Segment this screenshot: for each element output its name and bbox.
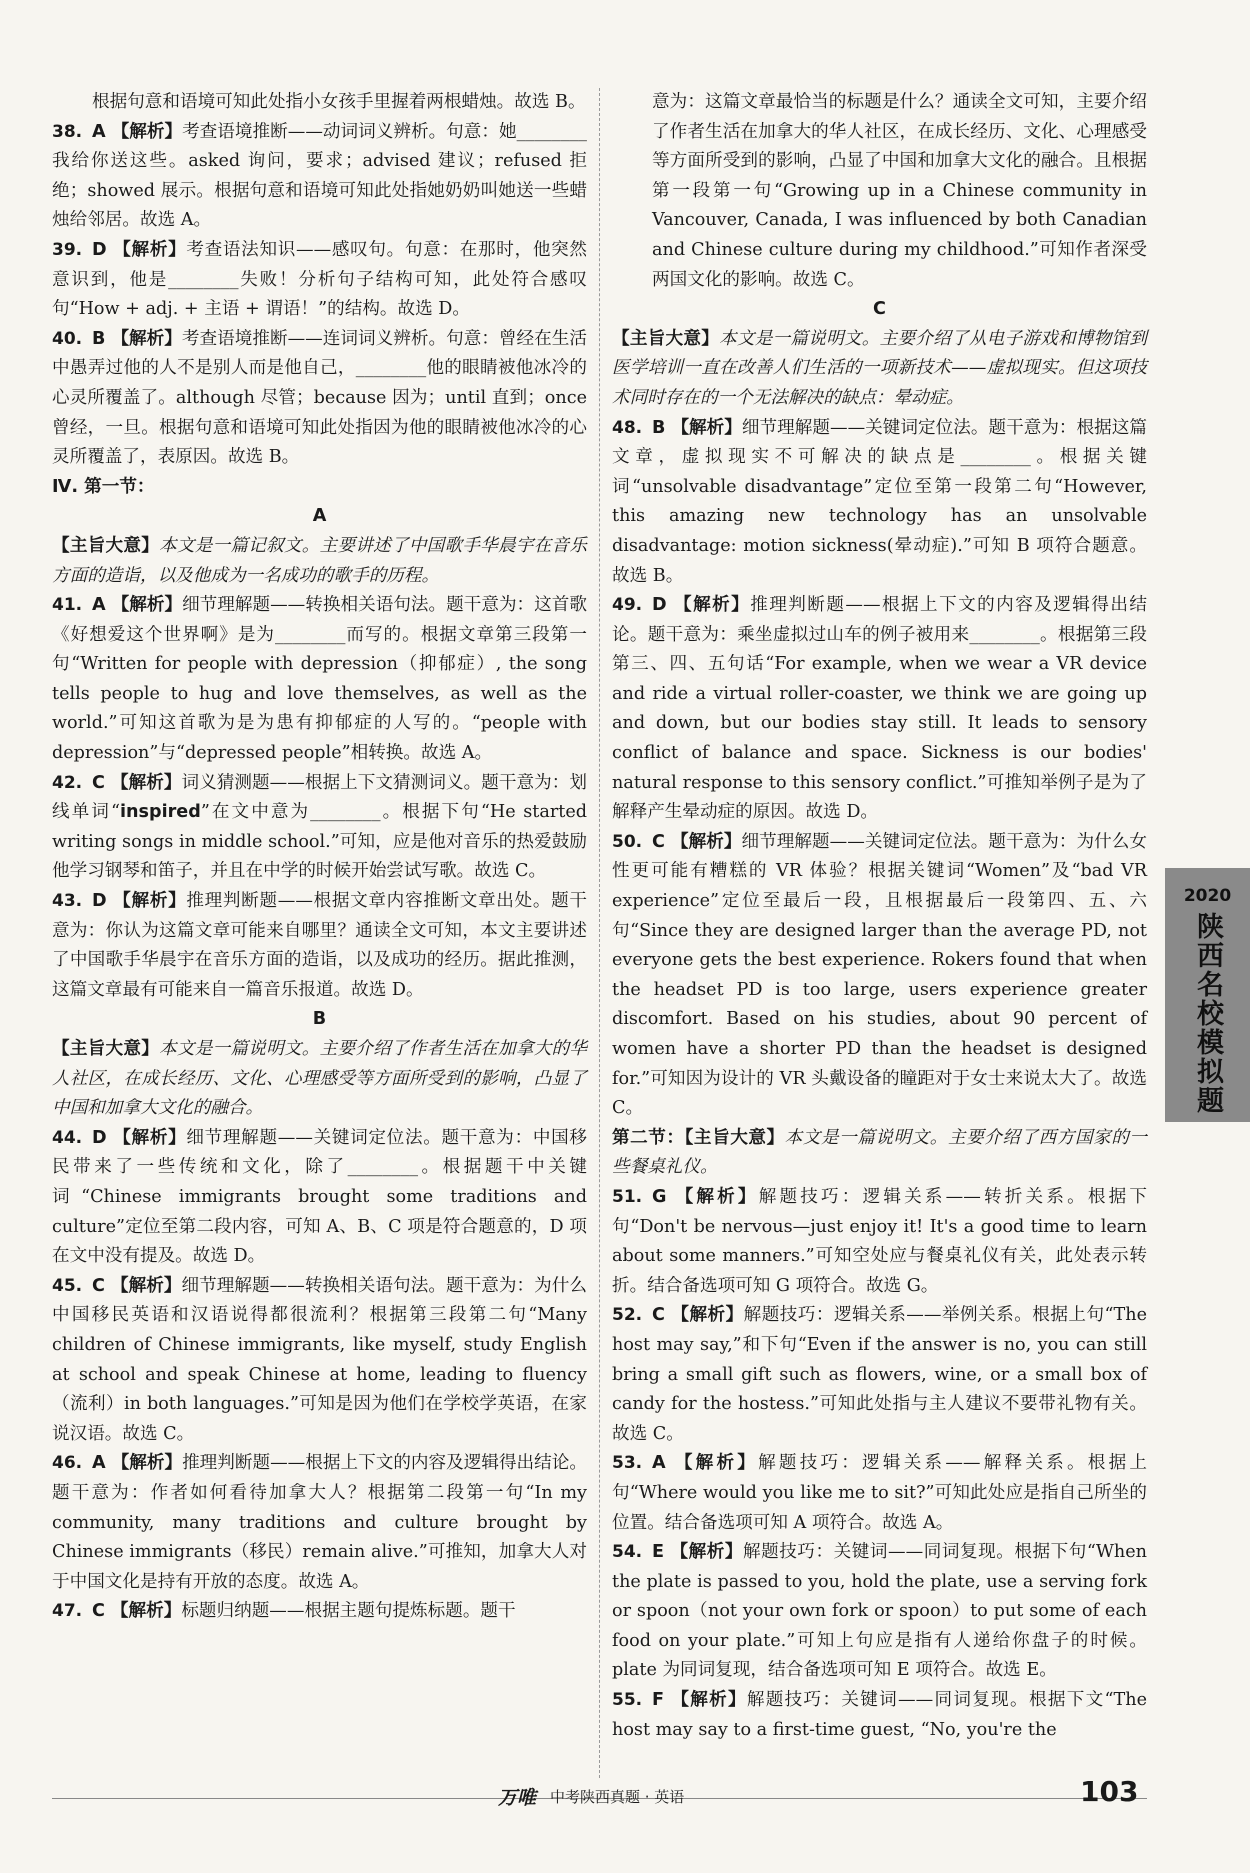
- analysis-tag: 【解析】: [670, 1305, 744, 1326]
- analysis-tag: 【解析】: [672, 595, 751, 616]
- summary-text: 本文是一篇说明文。主要介绍了作者生活在加拿大的华人社区，在成长经历、文化、心理感受等方面所受到的影响，凸显了中国和加拿大文化的融合。: [52, 1039, 587, 1119]
- analysis-tag: 【解析】: [670, 1542, 744, 1563]
- analysis-tag: 【解析】: [110, 1275, 182, 1296]
- question-number: 54.: [612, 1542, 643, 1563]
- answer-letter: D: [92, 1127, 107, 1148]
- answer-42: [52, 769, 587, 887]
- bold-word: inspired: [119, 802, 201, 823]
- question-number: 48.: [612, 417, 643, 438]
- analysis-text: 细节理解题——转换相关语句法。题干意为：这首歌《好想爱这个世界啊》是为________而写的。根据文章第三段第一句“Written for people with depression（抑郁症）, the song tells people to hug and love themselves, as well as the world.”可知这首歌为是为患有抑郁症的人写的。“people with depression”与“depressed people”相转换。故选 A。: [52, 595, 587, 764]
- answer-45: [52, 1272, 587, 1450]
- footer-subtitle: 中考陕西真题 · 英语: [550, 1788, 685, 1806]
- analysis-tag: 【解析】: [111, 328, 182, 349]
- answer-letter: A: [92, 1453, 106, 1474]
- analysis-text: 推理判断题——根据上下文的内容及逻辑得出结论。题干意为：乘坐虚拟过山车的例子被用来________。根据第三段第三、四、五句话“For example, when we wear a VR device and ride a virtual roller-coaster, we think we are going up and down, but our bodies stay still. It leads to sensory conflict of balance and space. Sickness is our bodies' natural response to this sensory conflict.”可推知举例子是为了解释产生晕动症的原因。故选 D。: [612, 595, 1147, 823]
- question-number: 41.: [52, 595, 83, 616]
- answer-letter: B: [92, 328, 106, 349]
- passage-letter-a: A: [312, 506, 327, 527]
- answer-letter: G: [652, 1186, 667, 1207]
- answer-52: [612, 1301, 1147, 1449]
- answer-43: [52, 887, 587, 1005]
- question-number: 52.: [612, 1305, 643, 1326]
- question-number: 40.: [52, 328, 83, 349]
- answer-50: [612, 828, 1147, 1124]
- summary-label: 【主旨大意】: [52, 1039, 160, 1059]
- analysis-text-cont: ”在文中意为________。根据下句“He started writing songs in middle school.”可知，应是他对音乐的热爱鼓励他学习钢琴和笛子，并且在中学的时候开始尝试写歌。故选 C。: [52, 802, 587, 882]
- question-number: 49.: [612, 595, 643, 616]
- answer-letter: D: [92, 891, 107, 912]
- analysis-text: 细节理解题——关键词定位法。题干意为：为什么女性更可能有糟糕的 VR 体验？根据关键词“Women”及“bad VR experience”定位至最后一段，且根据最后一段第四、五、六句“Since they are designed larger than the average PD, not everyone gets the best experience. Rokers found that when the headset PD is too large, users experience greater discomfort. Based on his studies, about 90 percent of women have a shorter PD than the headset is designed for.”可知因为设计的 VR 头戴设备的瞳距对于女士来说太大了。故选 C。: [612, 831, 1147, 1119]
- side-tab-title: 陕西名校模拟题: [1192, 912, 1223, 1115]
- section2-summary: [612, 1124, 1147, 1183]
- answer-51: [612, 1183, 1147, 1301]
- continued-text: 根据句意和语境可知此处指小女孩手里握着两根蜡烛。故选 B。: [92, 92, 586, 112]
- summary-a: [52, 532, 587, 591]
- answer-letter: B: [652, 417, 666, 438]
- summary-text: 本文是一篇说明文。主要介绍了西方国家的一些餐桌礼仪。: [612, 1127, 1147, 1178]
- question-number: 47.: [52, 1601, 83, 1622]
- answer-letter: C: [92, 772, 105, 793]
- analysis-text: 细节理解题——转换相关语句法。题干意为：为什么中国移民英语和汉语说得都很流利？根据第三段第二句“Many children of Chinese immigrants, like myself, study English at school and speak Chinese at home, leading to fluency（流利）in both languages.”可知是因为他们在学校学英语，在家说汉语。故选 C。: [52, 1275, 587, 1444]
- passage-letter-b: B: [312, 1009, 327, 1030]
- analysis-text: 解题技巧：逻辑关系——举例关系。根据上句“The host may say,”和下句“Even if the answer is no, you can still bring a small gift such as flowers, wine, or a small box of candy for the hostess.”可知此处指与主人建议不要带礼物有关。故选 C。: [612, 1305, 1147, 1444]
- column-divider: [599, 88, 600, 1778]
- analysis-text: 细节理解题——关键词定位法。题干意为：根据这篇文章，虚拟现实不可解决的缺点是________。根据关键词“unsolvable disadvantage”定位至第一段第二句“However, this amazing new technology has an unsolvable disadvantage: motion sickness(晕动症).”可知 B 项符合题意。故选 B。: [612, 417, 1147, 586]
- analysis-tag: 【解析】: [670, 831, 742, 852]
- answer-letter: A: [652, 1453, 666, 1474]
- answer-53: [612, 1449, 1147, 1538]
- analysis-tag: 【解析】: [111, 1453, 183, 1474]
- answer-40: [52, 325, 587, 473]
- summary-label: 第二节：【主旨大意】: [612, 1127, 785, 1148]
- answer-54: [612, 1538, 1147, 1686]
- page-number: 103: [1080, 1775, 1139, 1808]
- answer-letter: F: [652, 1690, 665, 1711]
- question-number: 42.: [52, 772, 83, 793]
- analysis-tag: 【解析】: [672, 1186, 759, 1207]
- analysis-text: 解题技巧：关键词——同词复现。根据下文“The host may say to a first-time guest, “No, you're the: [612, 1690, 1147, 1740]
- analysis-text: 词义猜测题——根据上下文猜测词义。题干意为：划线单词“: [52, 772, 587, 823]
- question-number: 44.: [52, 1127, 83, 1148]
- question-number: 43.: [52, 891, 83, 912]
- analysis-text: 考查语境推断——连词词义辨析。句意：曾经在生活中愚弄过他的人不是别人而是他自己，________他的眼睛被他冰冷的心灵所覆盖了。although 尽管；because 因为；until 直到；once 曾经，一旦。根据句意和语境可知此处指因为他的眼睛被他冰冷的心灵所覆盖了，表原因。故选 B。: [52, 328, 587, 468]
- answer-letter: E: [652, 1542, 665, 1563]
- analysis-text: 推理判断题——根据上下文的内容及逻辑得出结论。题干意为：作者如何看待加拿大人？根据第二段第一句“In my community, many traditions and culture brought by Chinese immigrants（移民）remain alive.”可推知，加拿大人对于中国文化是持有开放的态度。故选 A。: [52, 1453, 587, 1592]
- answer-letter: A: [92, 121, 106, 142]
- summary-label: 【主旨大意】: [612, 328, 720, 349]
- analysis-text: 解题技巧：逻辑关系——转折关系。根据下句“Don't be nervous—just enjoy it! It's a good time to learn about some manners.”可知空处应与餐桌礼仪有关，此处表示转折。结合备选项可知 G 项符合。故选 G。: [612, 1186, 1147, 1296]
- summary-label: 【主旨大意】: [52, 535, 160, 556]
- analysis-tag: 【解析】: [110, 1601, 182, 1622]
- analysis-tag: 【解析】: [111, 121, 183, 142]
- answer-55: [612, 1686, 1147, 1745]
- answer-39: [52, 236, 587, 325]
- side-tab-year: 2020: [1183, 886, 1232, 906]
- analysis-text: 推理判断题——根据文章内容推断文章出处。题干意为：你认为这篇文章可能来自哪里？通读全文可知，本文主要讲述了中国歌手华晨宇在音乐方面的造诣，以及成功的经历。据此推测，这篇文章最有可能来自一篇音乐报道。故选 D。: [52, 891, 587, 1000]
- answer-letter: D: [652, 595, 667, 616]
- continued-text: 意为：这篇文章最恰当的标题是什么？通读全文可知，主要介绍了作者生活在加拿大的华人社区，在成长经历、文化、心理感受等方面所受到的影响，凸显了中国和加拿大文化的融合。且根据第一段第一句“Growing up in a Chinese community in Vancouver, Canada, I was influenced by both Canadian and Chinese culture during my childhood.”可知作者深受两国文化的影响。故选 C。: [652, 92, 1147, 290]
- answer-41: [52, 591, 587, 769]
- brand-logo: 万唯: [498, 1787, 537, 1809]
- summary-c: [612, 325, 1147, 414]
- analysis-text: 解题技巧：关键词——同词复现。根据下句“When the plate is passed to you, hold the plate, use a serving fork or spoon（not your own fork or spoon）to put some of each food on your plate.”可知上句应是指有人递给你盘子的时候。plate 为同词复现，结合备选项可知 E 项符合。故选 E。: [612, 1542, 1147, 1681]
- answer-letter: A: [92, 595, 106, 616]
- answer-48: [612, 414, 1147, 592]
- analysis-tag: 【解析】: [671, 1453, 759, 1474]
- answer-letter: C: [92, 1601, 105, 1622]
- answer-44: [52, 1124, 587, 1272]
- passage-letter-c: C: [873, 299, 886, 320]
- question-number: 53.: [612, 1453, 643, 1474]
- left-column: [52, 88, 587, 1627]
- answer-47: [52, 1597, 587, 1627]
- footer: [0, 1765, 1250, 1809]
- question-number: 38.: [52, 121, 83, 142]
- answer-letter: C: [652, 1305, 665, 1326]
- analysis-text: 标题归纳题——根据主题句提炼标题。题干: [181, 1601, 516, 1622]
- analysis-tag: 【解析】: [110, 772, 182, 793]
- analysis-text: 解题技巧：逻辑关系——解释关系。根据上句“Where would you like me to sit?”可知此处应是指自己所坐的位置。结合备选项可知 A 项符合。故选 A。: [612, 1453, 1147, 1533]
- question-number: 51.: [612, 1186, 643, 1207]
- question-number: 46.: [52, 1453, 83, 1474]
- analysis-tag: 【解析】: [670, 1690, 747, 1711]
- summary-text: 本文是一篇说明文。主要介绍了从电子游戏和博物馆到医学培训一直在改善人们生活的一项新技术——虚拟现实。但这项技术同时存在的一个无法解决的缺点：晕动症。: [612, 328, 1147, 408]
- section-heading: Ⅳ. 第一节：: [52, 476, 155, 497]
- summary-text: 本文是一篇记叙文。主要讲述了中国歌手华晨宇在音乐方面的造诣，以及他成为一名成功的歌手的历程。: [52, 535, 587, 586]
- side-tab: [1165, 868, 1250, 1122]
- question-number: 55.: [612, 1690, 643, 1711]
- answer-letter: C: [92, 1275, 105, 1296]
- analysis-tag: 【解析】: [111, 595, 183, 616]
- question-number: 50.: [612, 831, 643, 852]
- analysis-tag: 【解析】: [112, 239, 187, 260]
- right-column: [612, 88, 1147, 1745]
- question-number: 45.: [52, 1275, 83, 1296]
- question-number: 39.: [52, 239, 83, 260]
- analysis-tag: 【解析】: [671, 417, 742, 438]
- answer-46: [52, 1449, 587, 1597]
- answer-49: [612, 591, 1147, 828]
- analysis-text: 考查语法知识——感叹句。句意：在那时，他突然意识到，他是________失败！分析句子结构可知，此处符合感叹句“How + adj. + 主语 + 谓语！”的结构。故选 D。: [52, 239, 587, 320]
- analysis-text: 细节理解题——关键词定位法。题干意为：中国移民带来了一些传统和文化，除了________。根据题干中关键词“Chinese immigrants brought some traditions and culture”定位至第二段内容，可知 A、B、C 项是符合题意的，D 项在文中没有提及。故选 D。: [52, 1127, 587, 1267]
- answer-letter: C: [652, 831, 665, 852]
- analysis-tag: 【解析】: [112, 891, 187, 912]
- summary-b: [52, 1035, 587, 1124]
- analysis-text: 考查语境推断——动词词义辨析。句意：她________我给你送这些。asked 询问，要求；advised 建议；refused 拒绝；showed 展示。根据句意和语境可知此处指她奶奶叫她送一些蜡烛给邻居。故选 A。: [52, 121, 587, 231]
- analysis-tag: 【解析】: [112, 1127, 187, 1148]
- answer-letter: D: [92, 239, 107, 260]
- answer-38: [52, 118, 587, 236]
